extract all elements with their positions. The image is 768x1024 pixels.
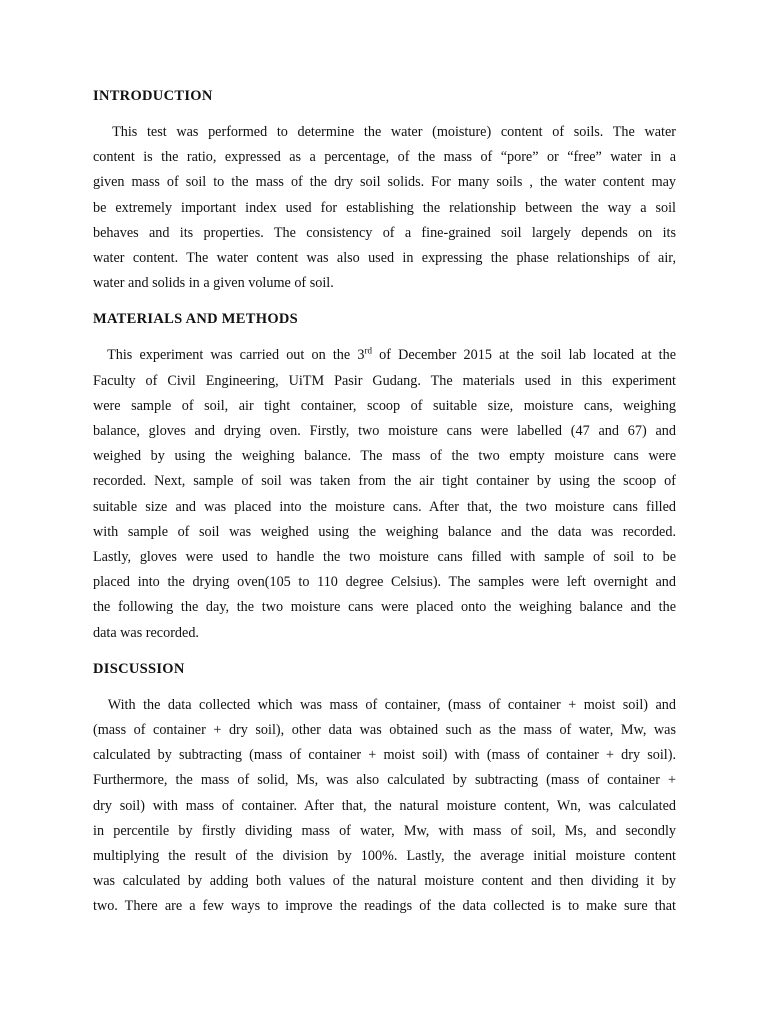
text-fragment: This experiment was carried out on the 3 bbox=[93, 347, 365, 364]
text-line: suitable size and was placed into the moisture cans. After that, the two moisture cans filled bbox=[93, 498, 676, 515]
introduction-paragraph bbox=[93, 120, 676, 296]
document-page bbox=[93, 84, 676, 920]
text-line: multiplying the result of the division by 100%. Lastly, the average initial moisture content bbox=[93, 848, 676, 865]
text-line: balance, gloves and drying oven. Firstly, two moisture cans were labelled (47 and 67) and bbox=[93, 423, 676, 440]
text-line: data was recorded. bbox=[93, 624, 199, 641]
discussion-heading: DISCUSSION bbox=[93, 660, 185, 677]
text-line: with sample of soil was weighed using the weighing balance and the data was recorded. bbox=[93, 523, 676, 540]
text-line: given mass of soil to the mass of the dry soil solids. For many soils , the water content may bbox=[93, 174, 676, 191]
text-line: calculated by subtracting (mass of container + moist soil) with (mass of container + dry soil). bbox=[93, 747, 676, 764]
text-line: placed into the drying oven(105 to 110 degree Celsius). The samples were left overnight and bbox=[93, 574, 676, 591]
text-line: was calculated by adding both values of the natural moisture content and then dividing it by bbox=[93, 873, 676, 890]
text-line: the following the day, the two moisture cans were placed onto the weighing balance and the bbox=[93, 599, 676, 616]
text-line: were sample of soil, air tight container, scoop of suitable size, moisture cans, weighing bbox=[93, 397, 676, 414]
text-line: recorded. Next, sample of soil was taken from the air tight container by using the scoop of bbox=[93, 473, 676, 490]
discussion-paragraph bbox=[93, 693, 676, 920]
ordinal-superscript: rd bbox=[364, 345, 372, 356]
text-line: water content. The water content was also used in expressing the phase relationships of air, bbox=[93, 250, 676, 267]
text-fragment: of December 2015 at the soil lab located at the bbox=[371, 347, 677, 364]
text-line: water and solids in a given volume of soil. bbox=[93, 275, 334, 292]
text-line: dry soil) with mass of container. After that, the natural moisture content, Wn, was calculated bbox=[93, 797, 676, 814]
materials-methods-heading: MATERIALS AND METHODS bbox=[93, 311, 299, 328]
text-line: behaves and its properties. The consistency of a fine-grained soil largely depends on its bbox=[93, 224, 676, 241]
materials-methods-paragraph bbox=[93, 343, 676, 645]
text-line: content is the ratio, expressed as a percentage, of the mass of “pore” or “free” water in a bbox=[93, 149, 676, 166]
text-line bbox=[93, 343, 676, 368]
introduction-heading: INTRODUCTION bbox=[93, 88, 213, 104]
text-line: Furthermore, the mass of solid, Ms, was also calculated by subtracting (mass of container + bbox=[93, 772, 676, 789]
text-line: Faculty of Civil Engineering, UiTM Pasir Gudang. The materials used in this experiment bbox=[93, 372, 676, 389]
text-line: (mass of container + dry soil), other data was obtained such as the mass of water, Mw, was bbox=[93, 722, 676, 739]
text-line: be extremely important index used for establishing the relationship between the way a soil bbox=[93, 199, 676, 216]
text-line: weighed by using the weighing balance. The mass of the two empty moisture cans were bbox=[93, 448, 676, 465]
text-line: two. There are a few ways to improve the readings of the data collected is to make sure that bbox=[93, 898, 676, 915]
text-line: This test was performed to determine the water (moisture) content of soils. The water bbox=[93, 124, 676, 140]
text-line: With the data collected which was mass of container, (mass of container + moist soil) and bbox=[93, 696, 676, 713]
text-line: Lastly, gloves were used to handle the two moisture cans filled with sample of soil to be bbox=[93, 549, 676, 566]
text-line: in percentile by firstly dividing mass of water, Mw, with mass of soil, Ms, and secondly bbox=[93, 822, 676, 839]
